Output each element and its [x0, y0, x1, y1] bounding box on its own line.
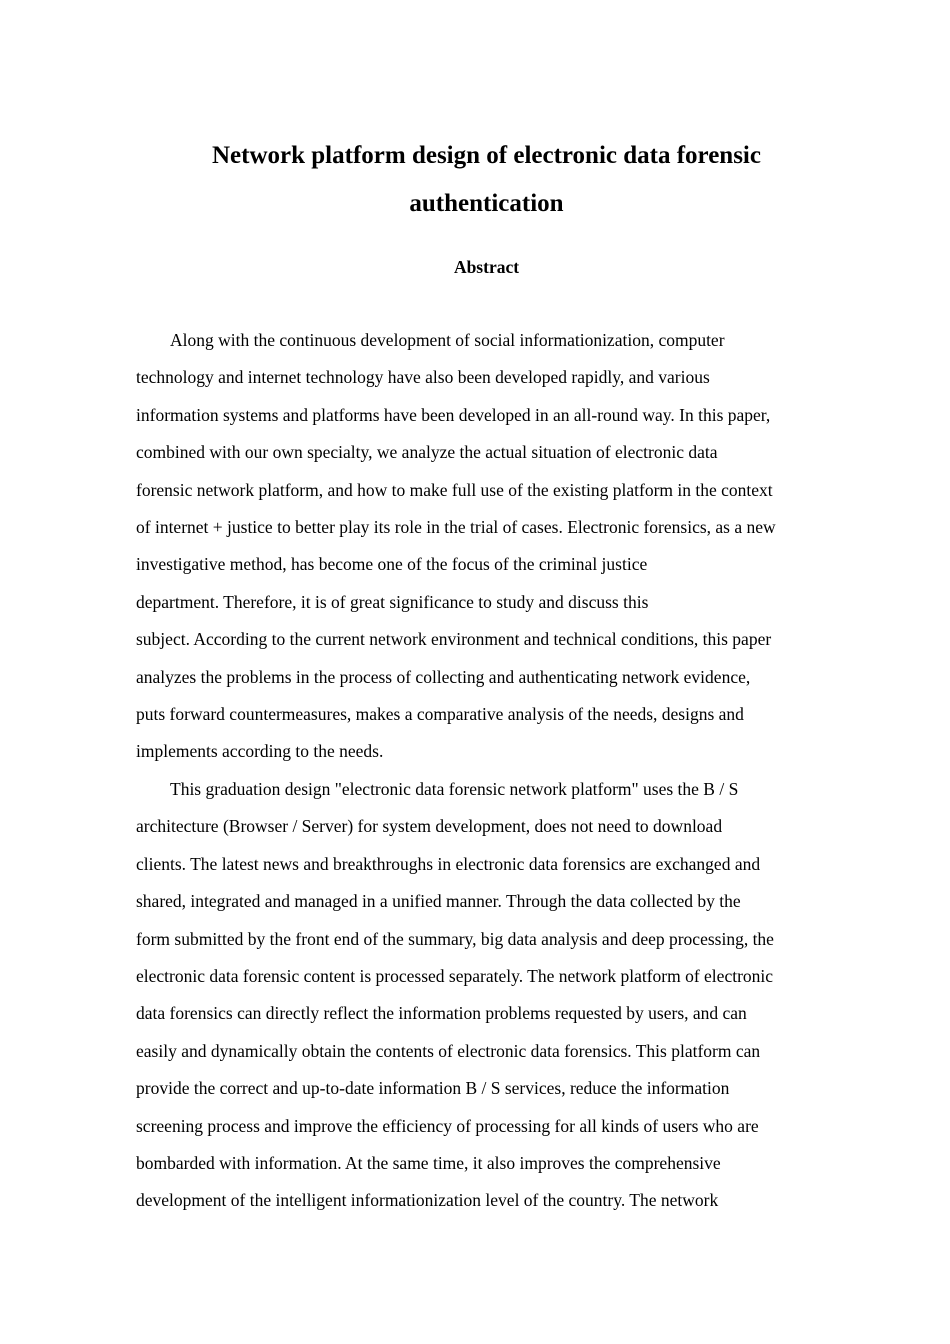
text-line: of internet + justice to better play its role in the trial of cases. Electronic forensics, as a new [136, 517, 776, 538]
paragraph [136, 322, 840, 771]
text-line: forensic network platform, and how to make full use of the existing platform in the context [136, 479, 773, 500]
text-line: easily and dynamically obtain the contents of electronic data forensics. This platform can [136, 1040, 761, 1061]
text-line: clients. The latest news and breakthroughs in electronic data forensics are exchanged and [136, 853, 761, 874]
text-line: Along with the continuous development of social informationization, computer [170, 330, 725, 350]
text-line: This graduation design "electronic data forensic network platform" uses the B / S [170, 778, 739, 799]
abstract-heading: Abstract [453, 257, 520, 277]
text-line: subject. According to the current network environment and technical conditions, this paper [136, 629, 772, 650]
text-line: technology and internet technology have also been developed rapidly, and various [136, 367, 710, 388]
text-line: combined with our own specialty, we analyze the actual situation of electronic data [136, 442, 718, 463]
paragraph [136, 771, 840, 1220]
text-line: information systems and platforms have been developed in an all-round way. In this paper, [136, 404, 771, 425]
text-line: electronic data forensic content is processed separately. The network platform of electronic [136, 965, 774, 986]
text-line: bombarded with information. At the same time, it also improves the comprehensive [136, 1152, 721, 1173]
text-line: puts forward countermeasures, makes a comparative analysis of the needs, designs and [136, 704, 744, 725]
text-line: investigative method, has become one of the focus of the criminal justice [136, 554, 648, 575]
text-line: architecture (Browser / Server) for system development, does not need to download [136, 816, 723, 837]
text-line: form submitted by the front end of the summary, big data analysis and deep processing, the [136, 928, 774, 949]
text-line: screening process and improve the efficiency of processing for all kinds of users who are [136, 1115, 759, 1136]
text-line: provide the correct and up-to-date information B / S services, reduce the information [136, 1078, 730, 1099]
text-line: implements according to the needs. [136, 741, 384, 762]
text-line: data forensics can directly reflect the information problems requested by users, and can [136, 1003, 747, 1024]
text-line: shared, integrated and managed in a unified manner. Through the data collected by the [136, 891, 741, 912]
text-line: development of the intelligent informationization level of the country. The network [136, 1190, 719, 1211]
title-line: authentication [409, 190, 564, 217]
text-line: analyzes the problems in the process of collecting and authenticating network evidence, [136, 666, 751, 687]
title-line: Network platform design of electronic data forensic [212, 142, 761, 169]
document-title [100, 132, 873, 228]
abstract-body [136, 322, 840, 1220]
text-line: department. Therefore, it is of great significance to study and discuss this [136, 591, 649, 612]
